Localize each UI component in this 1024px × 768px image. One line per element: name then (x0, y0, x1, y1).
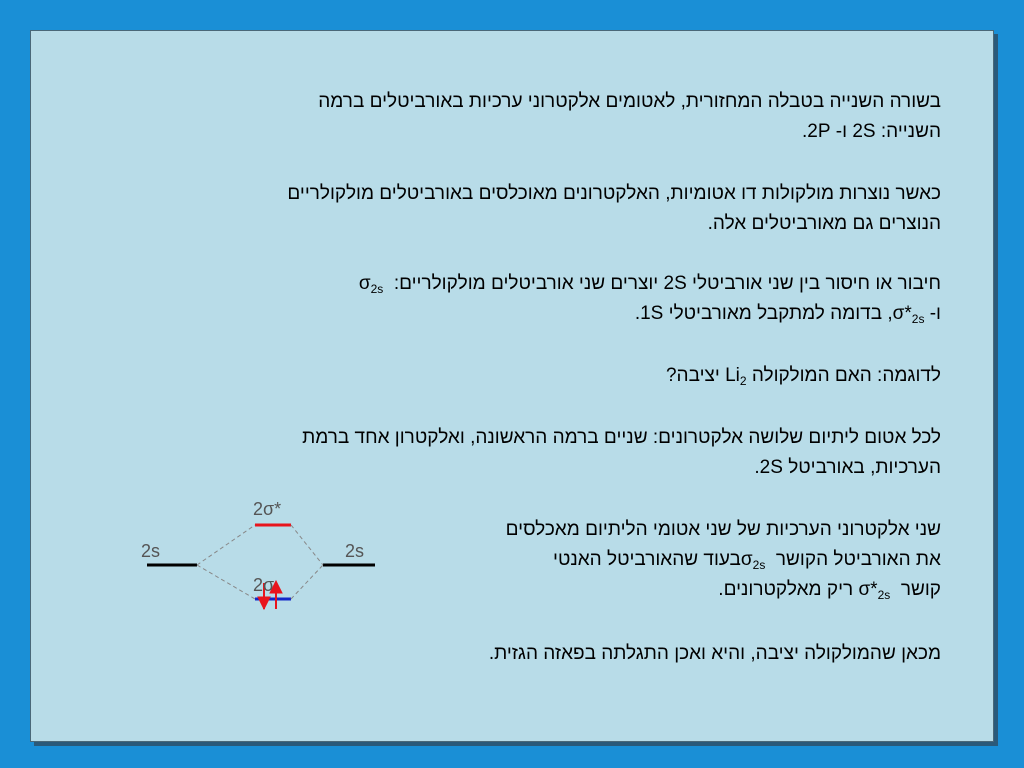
text-run: בעוד שהאורביטל האנטי (553, 549, 741, 570)
text-line: מכאן שהמולקולה יציבה, והיא ואכן התגלתה בפאזה הגזית. (488, 643, 941, 664)
mo-energy-diagram (131, 491, 391, 621)
paragraph-5 (101, 423, 941, 483)
text-run: לדוגמה: האם המולקולה (751, 365, 941, 386)
text-line (101, 299, 941, 329)
text-line: שני אלקטרוני הערכיות של שני אטומי הליתיום מאכלסים (505, 519, 941, 540)
slide-text (101, 269, 941, 329)
right-orbital-label: 2s (345, 541, 365, 561)
antibonding-label: 2σ* (253, 499, 282, 519)
text-line: בשורה השנייה בטבלה המחזורית, לאטומים אלקטרוני ערכיות באורביטלים ברמה (318, 91, 941, 112)
text-line (341, 575, 941, 605)
text-run: , בדומה למתקבל מאורביטלי 1S. (634, 303, 893, 324)
text-run: ריק מאלקטרונים. (718, 579, 854, 600)
sigma-star-2s-symbol: $\sigma*_{2s}$ (892, 303, 925, 326)
sigma-star-2s-symbol: $\sigma*_{2s}$ (858, 579, 891, 602)
text-line (101, 361, 941, 391)
slide-text (101, 423, 941, 483)
left-orbital-label: 2s (141, 541, 161, 561)
bonding-label: 2σ (253, 575, 275, 595)
slide-text (101, 179, 941, 239)
paragraph-3 (101, 269, 941, 329)
paragraph-4 (101, 361, 941, 391)
text-line: לכל אטום ליתיום שלושה אלקטרונים: שניים ברמה הראשונה, ואלקטרון אחד ברמת (302, 427, 941, 448)
paragraph-1 (101, 87, 941, 147)
text-run: את האורביטל הקושר (775, 549, 941, 570)
text-line: הנוצרים גם מאורביטלים אלה. (707, 213, 941, 234)
text-line: הערכיות, באורביטל 2S. (754, 457, 941, 478)
sigma-2s-symbol: $\sigma_{2s}$ (740, 549, 766, 572)
text-run: קושר (900, 579, 941, 600)
text-line (101, 269, 941, 299)
slide-text (101, 361, 941, 391)
paragraph-2 (101, 179, 941, 239)
text-run: יציבה? (665, 365, 720, 386)
text-line (341, 545, 941, 575)
slide (30, 30, 994, 742)
slide-text (101, 639, 941, 669)
text-run: חיבור או חיסור בין שני אורביטלי 2S יוצרים שני אורביטלים מולקולריים: (393, 273, 941, 294)
text-line: כאשר נוצרות מולקולות דו אטומיות, האלקטרונים מאוכלסים באורביטלים מולקולריים (287, 183, 941, 204)
paragraph-6 (341, 515, 941, 605)
slide-text (101, 87, 941, 147)
text-line: השנייה: 2S ו- 2P. (801, 121, 941, 142)
slide-text (341, 515, 941, 605)
text-run: ו- (929, 303, 941, 324)
sigma-2s-symbol: $\sigma_{2s}$ (358, 273, 384, 296)
paragraph-7 (101, 639, 941, 669)
li2-formula: $Li_2$ (725, 365, 747, 388)
